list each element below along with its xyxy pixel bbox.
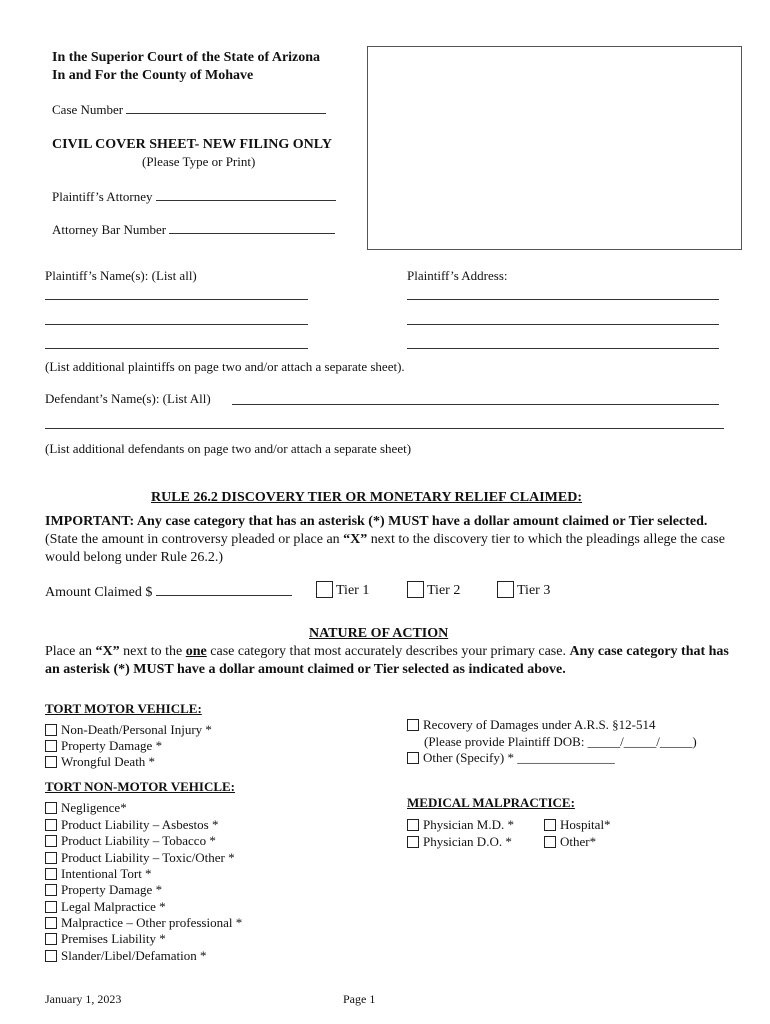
checkbox[interactable] <box>544 836 556 848</box>
checkbox[interactable] <box>45 835 57 847</box>
item-label: Recovery of Damages under A.R.S. §12-514 <box>423 717 656 732</box>
item-label: Non-Death/Personal Injury * <box>61 722 212 737</box>
item-label: Intentional Tort * <box>61 866 152 881</box>
plaintiff-address-line-3[interactable] <box>407 348 719 349</box>
tort-non-motor-heading: TORT NON-MOTOR VEHICLE: <box>45 779 236 794</box>
plaintiff-attorney-field[interactable] <box>52 188 336 205</box>
nature-instr-3: case category that most accurately describes your primary case. <box>206 644 570 659</box>
tort-non-motor-item[interactable] <box>45 817 218 833</box>
plaintiff-names-label: Plaintiff’s Name(s): (List all) <box>45 268 197 283</box>
nature-instr-x: “X” <box>95 644 120 659</box>
rule-heading: RULE 26.2 DISCOVERY TIER OR MONETARY RELIEF CLAIMED: <box>151 490 582 505</box>
tier-1-option[interactable] <box>316 581 369 599</box>
tier-2-option[interactable] <box>407 581 460 599</box>
defendant-note: (List additional defendants on page two and/or attach a separate sheet) <box>45 441 412 456</box>
plaintiff-address-label: Plaintiff’s Address: <box>407 268 508 283</box>
item-label: Negligence* <box>61 800 127 815</box>
tort-motor-other-option[interactable] <box>407 750 615 766</box>
checkbox[interactable] <box>407 819 419 831</box>
attorney-bar-number-line <box>169 221 335 234</box>
item-label: Premises Liability * <box>61 931 166 946</box>
footer-page-number: Page 1 <box>343 992 376 1006</box>
tort-motor-item[interactable] <box>45 722 212 738</box>
hospital-option[interactable] <box>544 817 611 833</box>
form-subtitle: (Please Type or Print) <box>142 154 256 169</box>
plaintiff-dob-field[interactable]: (Please provide Plaintiff DOB: _____/_____/_____) <box>424 734 697 749</box>
item-label: Property Damage * <box>61 738 163 753</box>
amount-claimed-line <box>156 583 292 596</box>
checkbox[interactable] <box>45 933 57 945</box>
amount-claimed-field[interactable] <box>45 583 292 601</box>
item-label: Product Liability – Toxic/Other * <box>61 850 235 865</box>
tier-2-checkbox[interactable] <box>407 581 424 598</box>
case-number-field[interactable] <box>52 101 326 118</box>
tort-non-motor-item[interactable] <box>45 915 242 931</box>
item-label: Product Liability – Asbestos * <box>61 817 219 832</box>
checkbox[interactable] <box>45 868 57 880</box>
medical-malpractice-heading: MEDICAL MALPRACTICE: <box>407 795 575 810</box>
nature-instr-bold: Any case category that has an asterisk (*) MUST have a dollar amount claimed or Tier selected as indicated above. <box>45 644 729 677</box>
tier-3-option[interactable] <box>497 581 550 599</box>
checkbox[interactable] <box>407 836 419 848</box>
clerk-filing-stamp-box <box>367 46 742 250</box>
tort-non-motor-item[interactable] <box>45 931 166 947</box>
physician-do-option[interactable] <box>407 834 512 850</box>
item-label: Wrongful Death * <box>61 754 156 769</box>
item-label: Physician M.D. * <box>423 817 514 832</box>
court-name-line-1: In the Superior Court of the State of Arizona <box>52 50 321 65</box>
plaintiff-name-line-1[interactable] <box>45 299 308 300</box>
checkbox[interactable] <box>544 819 556 831</box>
amount-claimed-label: Amount Claimed $ <box>45 585 153 600</box>
tort-non-motor-item[interactable] <box>45 800 127 816</box>
tort-motor-item[interactable] <box>45 754 155 770</box>
checkbox[interactable] <box>45 819 57 831</box>
rule-important-paragraph <box>45 513 735 567</box>
tort-non-motor-item[interactable] <box>45 833 216 849</box>
rule-important-text-2: next to the discovery tier to which the pleadings allege the case would belong under Rule 26.2.) <box>45 532 725 565</box>
nature-instr-1: Place an <box>45 644 96 659</box>
checkbox[interactable] <box>45 756 57 768</box>
item-label: Slander/Libel/Defamation * <box>61 948 207 963</box>
footer-date: January 1, 2023 <box>45 992 122 1006</box>
rule-important-bold: IMPORTANT: Any case category that has an asterisk (*) MUST have a dollar amount claimed or Tier selected. <box>45 514 708 529</box>
case-number-line <box>126 101 326 114</box>
plaintiff-address-line-2[interactable] <box>407 324 719 325</box>
nature-heading: NATURE OF ACTION <box>309 626 449 641</box>
plaintiff-attorney-line <box>156 188 336 201</box>
checkbox[interactable] <box>45 724 57 736</box>
defendant-name-line-1[interactable] <box>232 404 719 405</box>
tort-non-motor-item[interactable] <box>45 866 152 882</box>
tier-2-label: Tier 2 <box>427 583 461 598</box>
item-label: Hospital* <box>560 817 611 832</box>
checkbox[interactable] <box>45 740 57 752</box>
checkbox[interactable] <box>45 884 57 896</box>
attorney-bar-number-field[interactable] <box>52 221 335 238</box>
checkbox[interactable] <box>45 852 57 864</box>
tort-motor-item[interactable] <box>45 738 162 754</box>
tort-non-motor-item[interactable] <box>45 948 206 964</box>
checkbox[interactable] <box>45 950 57 962</box>
item-label: Other (Specify) * _______________ <box>423 750 615 765</box>
plaintiff-name-line-2[interactable] <box>45 324 308 325</box>
plaintiff-attorney-label: Plaintiff’s Attorney <box>52 189 153 204</box>
tort-motor-heading: TORT MOTOR VEHICLE: <box>45 701 202 716</box>
tort-non-motor-item[interactable] <box>45 882 162 898</box>
item-label: Other* <box>560 834 597 849</box>
nature-instr-one: one <box>185 644 207 659</box>
checkbox[interactable] <box>45 917 57 929</box>
item-label: Property Damage * <box>61 882 163 897</box>
item-label: Physician D.O. * <box>423 834 512 849</box>
rule-important-x: “X” <box>343 532 368 547</box>
checkbox[interactable] <box>407 752 419 764</box>
court-name-line-2: In and For the County of Mohave <box>52 68 254 83</box>
tier-1-label: Tier 1 <box>336 583 370 598</box>
nature-instructions <box>45 643 735 679</box>
checkbox[interactable] <box>407 719 419 731</box>
item-label: Product Liability – Tobacco * <box>61 833 216 848</box>
tort-non-motor-item[interactable] <box>45 850 235 866</box>
attorney-bar-number-label: Attorney Bar Number <box>52 222 167 237</box>
item-label: Malpractice – Other professional * <box>61 915 243 930</box>
plaintiff-note: (List additional plaintiffs on page two and/or attach a separate sheet). <box>45 359 405 374</box>
tier-3-label: Tier 3 <box>517 583 551 598</box>
checkbox[interactable] <box>45 802 57 814</box>
nature-instr-2: next to the <box>119 644 186 659</box>
plaintiff-name-line-3[interactable] <box>45 348 308 349</box>
tier-1-checkbox[interactable] <box>316 581 333 598</box>
form-title: CIVIL COVER SHEET- NEW FILING ONLY <box>52 137 332 152</box>
medical-other-option[interactable] <box>544 834 596 850</box>
checkbox[interactable] <box>45 901 57 913</box>
defendant-name-line-2[interactable] <box>45 428 724 429</box>
rule-important-text-1: (State the amount in controversy pleaded or place an <box>45 532 344 547</box>
case-number-label: Case Number <box>52 102 124 117</box>
plaintiff-address-line-1[interactable] <box>407 299 719 300</box>
defendant-names-label: Defendant’s Name(s): (List All) <box>45 391 211 406</box>
tier-3-checkbox[interactable] <box>497 581 514 598</box>
tort-non-motor-item[interactable] <box>45 899 166 915</box>
recovery-damages-option[interactable] <box>407 717 656 733</box>
physician-md-option[interactable] <box>407 817 514 833</box>
item-label: Legal Malpractice * <box>61 899 166 914</box>
